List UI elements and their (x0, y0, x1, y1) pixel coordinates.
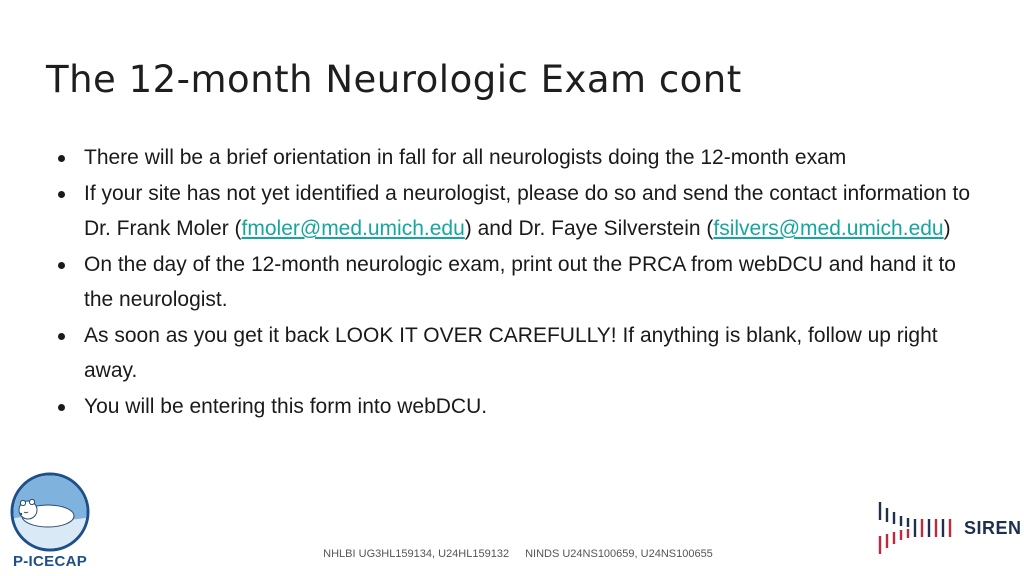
email-link-fsilvers[interactable]: fsilvers@med.umich.edu (713, 217, 944, 240)
bullet-text: ) (943, 217, 951, 240)
bullet-text: If your site has not yet identified a neurologist, please do so and send the contact information to Dr. Frank Moler ( (84, 181, 971, 240)
footer-nhlbi: NHLBI UG3HL159134, U24HL159132 (323, 548, 510, 560)
bullet-list (58, 140, 978, 424)
bullet-text: There will be a brief orientation in fall for all neurologists doing the 12-month exam (84, 146, 847, 169)
picecap-caption: P-ICECAP (12, 553, 88, 570)
bullet-item (58, 176, 978, 247)
bullet-item (58, 318, 978, 389)
email-link-fmoler[interactable]: fmoler@med.umich.edu (241, 217, 465, 240)
bullet-item (58, 389, 978, 425)
grant-footer (0, 548, 1024, 560)
footer-ninds: NINDS U24NS100659, U24NS100655 (525, 548, 713, 560)
siren-caption: SIREN (964, 518, 1022, 538)
bullet-text: On the day of the 12-month neurologic exam, print out the PRCA from webDCU and hand it to the neurologist. (84, 252, 956, 311)
siren-bars-icon (872, 498, 962, 560)
bullet-text: You will be entering this form into webDCU. (84, 394, 488, 418)
siren-logo (872, 498, 1022, 560)
polar-bear-icon (6, 472, 94, 554)
bullet-text: ) and Dr. Faye Silverstein ( (464, 217, 714, 240)
slide-title: The 12-month Neurologic Exam cont (46, 58, 742, 101)
bullet-item (58, 140, 978, 176)
bullet-text: As soon as you get it back LOOK IT OVER CAREFULLY! If anything is blank, follow up right away. (84, 323, 938, 382)
bullet-item (58, 247, 978, 318)
